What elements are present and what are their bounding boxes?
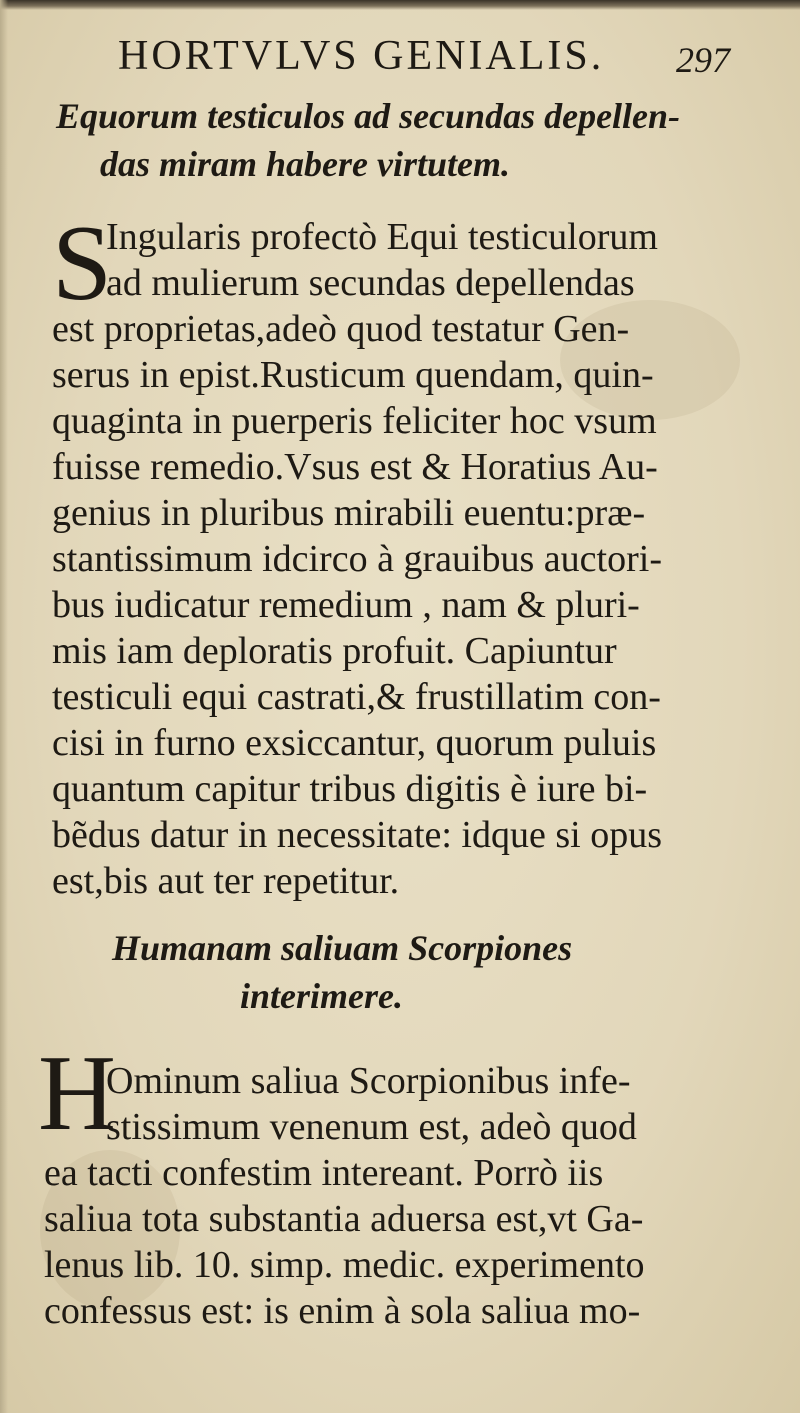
body-line: ad mulierum secundas depellendas	[106, 262, 635, 304]
running-head	[0, 28, 800, 84]
section-heading-line: interimere.	[240, 976, 403, 1016]
body-line: ea tacti confestim intereant. Porrò iis	[44, 1152, 604, 1194]
page-number: 297	[676, 40, 730, 80]
body-line: bus iudicatur remedium , nam & pluri-	[52, 584, 640, 626]
body-line: fuisse remedio.Vsus est & Horatius Au-	[52, 446, 658, 488]
section-heading-line: Humanam saliuam Scorpiones	[112, 928, 573, 968]
body-line: quantum capitur tribus digitis è iure bi-	[52, 768, 648, 810]
section-heading-line: Equorum testiculos ad secundas depellen-	[56, 96, 681, 136]
body-line: est proprietas,adeò quod testatur Gen-	[52, 308, 630, 350]
body-line: serus in epist.Rusticum quendam, quin-	[52, 354, 654, 396]
body-line: cisi in furno exsiccantur, quorum puluis	[52, 722, 657, 764]
body-line: bẽdus datur in necessitate: idque si opus	[52, 814, 662, 856]
body-line: stissimum venenum est, adeò quod	[106, 1106, 637, 1148]
running-title: HORTVLVS GENIALIS.	[118, 33, 605, 79]
body-line: stantissimum idcirco à grauibus auctori-	[52, 538, 662, 580]
body-line: testiculi equi castrati,& frustillatim con-	[52, 676, 661, 718]
body-line: est,bis aut ter repetitur.	[52, 860, 400, 902]
drop-cap: H	[38, 1034, 116, 1153]
body-line: lenus lib. 10. simp. medic. experimento	[44, 1244, 645, 1286]
body-line: Ominum saliua Scorpionibus infe-	[106, 1060, 631, 1102]
section-heading-line: das miram habere virtutem.	[100, 144, 511, 184]
body-line: confessus est: is enim à sola saliua mo-	[44, 1290, 641, 1332]
drop-cap: S	[52, 204, 113, 323]
page-left-edge	[0, 0, 8, 1413]
body-line: Ingularis profectò Equi testiculorum	[106, 216, 658, 258]
body-line: quaginta in puerperis feliciter hoc vsum	[52, 400, 657, 442]
body-line: mis iam deploratis profuit. Capiuntur	[52, 630, 617, 672]
body-line: genius in pluribus mirabili euentu:præ-	[52, 492, 646, 534]
page-top-edge	[0, 0, 800, 10]
body-line: saliua tota substantia aduersa est,vt Ga-	[44, 1198, 644, 1240]
